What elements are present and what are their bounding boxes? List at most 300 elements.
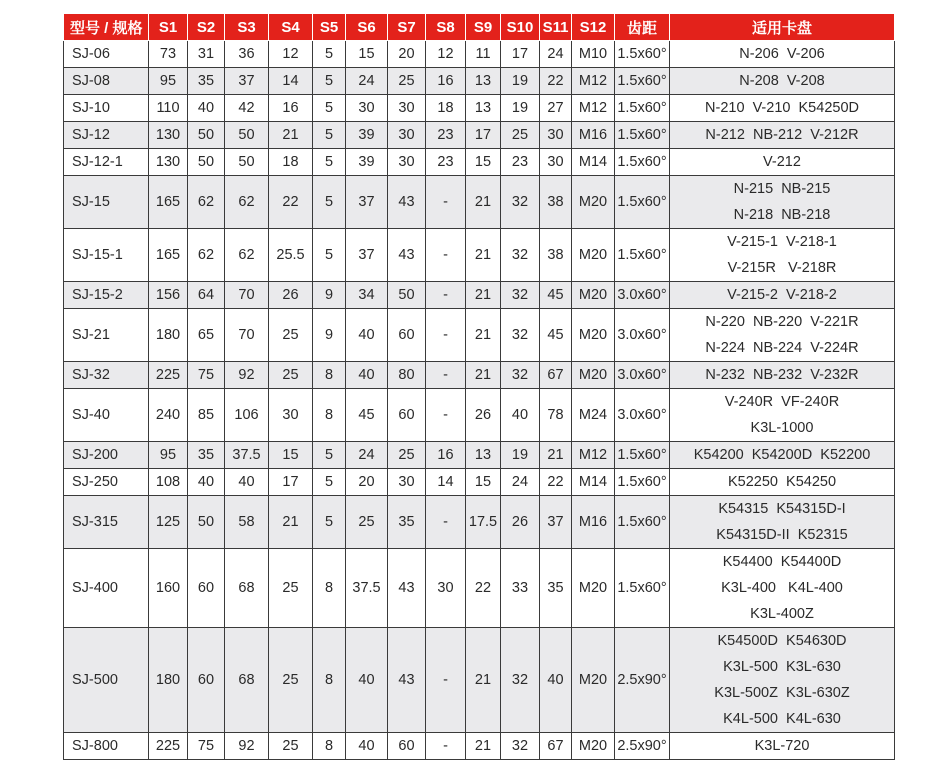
column-header: S7 (388, 14, 426, 41)
s1-cell: 125 (149, 496, 188, 549)
s11-cell: 24 (540, 41, 572, 68)
s7-cell: 30 (388, 469, 426, 496)
s11-cell: 21 (540, 442, 572, 469)
table-row (64, 149, 895, 176)
s3-cell: 68 (225, 628, 269, 733)
s2-cell: 35 (188, 68, 225, 95)
pitch-cell: 1.5x60° (615, 149, 670, 176)
s4-cell: 25 (269, 362, 313, 389)
chuck-cell (670, 95, 895, 122)
table-row (64, 229, 895, 282)
chuck-line: K3L-1000 (750, 420, 814, 436)
s11-cell: 45 (540, 282, 572, 309)
header-row (64, 14, 895, 41)
chuck-cell (670, 442, 895, 469)
table-row (64, 733, 895, 760)
s4-cell: 18 (269, 149, 313, 176)
s9-cell: 21 (466, 309, 501, 362)
model-cell: SJ-40 (64, 389, 149, 442)
s4-cell: 25 (269, 549, 313, 628)
s1-cell: 95 (149, 68, 188, 95)
s12-cell: M20 (572, 549, 615, 628)
s5-cell: 5 (313, 95, 346, 122)
table-row (64, 628, 895, 733)
s3-cell: 50 (225, 149, 269, 176)
pitch-cell: 1.5x60° (615, 549, 670, 628)
chuck-line: K3L-720 (754, 738, 810, 754)
s11-cell: 67 (540, 733, 572, 760)
s1-cell: 108 (149, 469, 188, 496)
s3-cell: 58 (225, 496, 269, 549)
chuck-line: K54400 K54400D (722, 554, 842, 570)
s1-cell: 130 (149, 122, 188, 149)
s10-cell: 19 (501, 95, 540, 122)
s11-cell: 78 (540, 389, 572, 442)
model-cell: SJ-12-1 (64, 149, 149, 176)
chuck-cell (670, 229, 895, 282)
s9-cell: 15 (466, 469, 501, 496)
chuck-line: K3L-500 K3L-630 (723, 659, 841, 675)
model-cell: SJ-250 (64, 469, 149, 496)
s1-cell: 225 (149, 733, 188, 760)
s5-cell: 5 (313, 149, 346, 176)
s5-cell: 5 (313, 41, 346, 68)
s2-cell: 40 (188, 469, 225, 496)
s6-cell: 40 (346, 309, 388, 362)
s5-cell: 8 (313, 733, 346, 760)
s10-cell: 24 (501, 469, 540, 496)
s7-cell: 30 (388, 149, 426, 176)
s9-cell: 21 (466, 229, 501, 282)
s4-cell: 25 (269, 309, 313, 362)
pitch-cell: 1.5x60° (615, 469, 670, 496)
model-cell: SJ-10 (64, 95, 149, 122)
s10-cell: 40 (501, 389, 540, 442)
s4-cell: 17 (269, 469, 313, 496)
s12-cell: M20 (572, 176, 615, 229)
s6-cell: 39 (346, 122, 388, 149)
model-cell: SJ-15 (64, 176, 149, 229)
s4-cell: 30 (269, 389, 313, 442)
chuck-line: V-215-2 V-218-2 (727, 287, 837, 303)
model-cell: SJ-200 (64, 442, 149, 469)
s6-cell: 40 (346, 362, 388, 389)
s10-cell: 32 (501, 176, 540, 229)
s5-cell: 5 (313, 229, 346, 282)
s9-cell: 22 (466, 549, 501, 628)
s3-cell: 42 (225, 95, 269, 122)
s8-cell: - (426, 282, 466, 309)
s1-cell: 95 (149, 442, 188, 469)
s6-cell: 45 (346, 389, 388, 442)
s1-cell: 180 (149, 309, 188, 362)
column-header: S5 (313, 14, 346, 41)
model-cell: SJ-315 (64, 496, 149, 549)
s8-cell: 30 (426, 549, 466, 628)
s9-cell: 21 (466, 282, 501, 309)
s12-cell: M16 (572, 122, 615, 149)
s4-cell: 25 (269, 628, 313, 733)
s7-cell: 25 (388, 442, 426, 469)
s9-cell: 13 (466, 68, 501, 95)
s3-cell: 92 (225, 733, 269, 760)
s3-cell: 37 (225, 68, 269, 95)
s6-cell: 39 (346, 149, 388, 176)
s10-cell: 23 (501, 149, 540, 176)
s12-cell: M12 (572, 68, 615, 95)
chuck-line: N-232 NB-232 V-232R (705, 367, 859, 383)
s9-cell: 15 (466, 149, 501, 176)
chuck-cell (670, 149, 895, 176)
s11-cell: 35 (540, 549, 572, 628)
s6-cell: 37.5 (346, 549, 388, 628)
s2-cell: 65 (188, 309, 225, 362)
s7-cell: 20 (388, 41, 426, 68)
chuck-line: N-224 NB-224 V-224R (705, 340, 859, 356)
s12-cell: M20 (572, 362, 615, 389)
s8-cell: - (426, 309, 466, 362)
table-row (64, 549, 895, 628)
column-header: S12 (572, 14, 615, 41)
column-header: 齿距 (615, 14, 670, 41)
table-row (64, 442, 895, 469)
s9-cell: 13 (466, 95, 501, 122)
s12-cell: M12 (572, 95, 615, 122)
s5-cell: 8 (313, 549, 346, 628)
s8-cell: 16 (426, 68, 466, 95)
s6-cell: 25 (346, 496, 388, 549)
chuck-line: K52250 K54250 (727, 474, 837, 490)
chuck-line: V-240R VF-240R (724, 394, 840, 410)
s3-cell: 37.5 (225, 442, 269, 469)
chuck-cell (670, 122, 895, 149)
s5-cell: 9 (313, 309, 346, 362)
chuck-line: K3L-400Z (750, 606, 814, 622)
s8-cell: 23 (426, 149, 466, 176)
s4-cell: 21 (269, 122, 313, 149)
column-header: 型号 / 规格 (64, 14, 149, 41)
s2-cell: 75 (188, 733, 225, 760)
s4-cell: 12 (269, 41, 313, 68)
s10-cell: 32 (501, 733, 540, 760)
s6-cell: 24 (346, 442, 388, 469)
pitch-cell: 3.0x60° (615, 309, 670, 362)
s12-cell: M24 (572, 389, 615, 442)
s11-cell: 22 (540, 68, 572, 95)
column-header: S9 (466, 14, 501, 41)
s1-cell: 160 (149, 549, 188, 628)
model-cell: SJ-08 (64, 68, 149, 95)
s1-cell: 73 (149, 41, 188, 68)
chuck-line: K4L-500 K4L-630 (723, 711, 841, 727)
s12-cell: M20 (572, 282, 615, 309)
chuck-line: N-215 NB-215 (733, 181, 831, 197)
chuck-line: K3L-400 K4L-400 (721, 580, 843, 596)
s6-cell: 20 (346, 469, 388, 496)
s8-cell: - (426, 176, 466, 229)
s10-cell: 32 (501, 309, 540, 362)
s10-cell: 26 (501, 496, 540, 549)
table-row (64, 309, 895, 362)
chuck-cell (670, 469, 895, 496)
s8-cell: - (426, 496, 466, 549)
s9-cell: 17 (466, 122, 501, 149)
s6-cell: 34 (346, 282, 388, 309)
s2-cell: 60 (188, 628, 225, 733)
s6-cell: 24 (346, 68, 388, 95)
s10-cell: 19 (501, 442, 540, 469)
column-header: S11 (540, 14, 572, 41)
s4-cell: 25 (269, 733, 313, 760)
s11-cell: 30 (540, 149, 572, 176)
s1-cell: 165 (149, 176, 188, 229)
pitch-cell: 1.5x60° (615, 496, 670, 549)
s5-cell: 5 (313, 68, 346, 95)
chuck-line: V-215-1 V-218-1 (727, 234, 837, 250)
s11-cell: 37 (540, 496, 572, 549)
s3-cell: 40 (225, 469, 269, 496)
s11-cell: 27 (540, 95, 572, 122)
s7-cell: 43 (388, 176, 426, 229)
s11-cell: 45 (540, 309, 572, 362)
chuck-cell (670, 628, 895, 733)
s10-cell: 32 (501, 282, 540, 309)
s6-cell: 40 (346, 733, 388, 760)
s12-cell: M16 (572, 496, 615, 549)
pitch-cell: 1.5x60° (615, 95, 670, 122)
column-header: 适用卡盘 (670, 14, 895, 41)
s12-cell: M20 (572, 229, 615, 282)
chuck-line: K54315 K54315D-I (718, 501, 846, 517)
column-header: S3 (225, 14, 269, 41)
s12-cell: M20 (572, 733, 615, 760)
chuck-line: K54200 K54200D K52200 (693, 447, 871, 463)
s5-cell: 5 (313, 122, 346, 149)
s9-cell: 21 (466, 733, 501, 760)
s3-cell: 62 (225, 229, 269, 282)
s5-cell: 8 (313, 389, 346, 442)
s7-cell: 60 (388, 389, 426, 442)
s9-cell: 21 (466, 628, 501, 733)
s2-cell: 64 (188, 282, 225, 309)
s11-cell: 40 (540, 628, 572, 733)
table-row (64, 122, 895, 149)
s3-cell: 92 (225, 362, 269, 389)
s7-cell: 35 (388, 496, 426, 549)
s10-cell: 32 (501, 362, 540, 389)
s3-cell: 50 (225, 122, 269, 149)
s7-cell: 43 (388, 549, 426, 628)
s12-cell: M12 (572, 442, 615, 469)
s2-cell: 62 (188, 176, 225, 229)
s8-cell: - (426, 229, 466, 282)
s2-cell: 62 (188, 229, 225, 282)
model-cell: SJ-15-1 (64, 229, 149, 282)
model-cell: SJ-800 (64, 733, 149, 760)
pitch-cell: 2.5x90° (615, 628, 670, 733)
s5-cell: 8 (313, 362, 346, 389)
s6-cell: 37 (346, 176, 388, 229)
s12-cell: M20 (572, 309, 615, 362)
s8-cell: 16 (426, 442, 466, 469)
s9-cell: 26 (466, 389, 501, 442)
s10-cell: 32 (501, 229, 540, 282)
s7-cell: 30 (388, 95, 426, 122)
s2-cell: 60 (188, 549, 225, 628)
s8-cell: 12 (426, 41, 466, 68)
s2-cell: 75 (188, 362, 225, 389)
pitch-cell: 1.5x60° (615, 442, 670, 469)
pitch-cell: 1.5x60° (615, 41, 670, 68)
column-header: S1 (149, 14, 188, 41)
s1-cell: 180 (149, 628, 188, 733)
s4-cell: 15 (269, 442, 313, 469)
chuck-line: N-206 V-206 (739, 46, 825, 62)
chuck-cell (670, 549, 895, 628)
s4-cell: 25.5 (269, 229, 313, 282)
chuck-line: N-212 NB-212 V-212R (705, 127, 859, 143)
pitch-cell: 3.0x60° (615, 389, 670, 442)
table-row (64, 496, 895, 549)
s2-cell: 50 (188, 122, 225, 149)
s5-cell: 5 (313, 442, 346, 469)
chuck-line: K3L-500Z K3L-630Z (714, 685, 850, 701)
s12-cell: M14 (572, 469, 615, 496)
s10-cell: 33 (501, 549, 540, 628)
s7-cell: 43 (388, 628, 426, 733)
s3-cell: 62 (225, 176, 269, 229)
s11-cell: 30 (540, 122, 572, 149)
chuck-line: V-215R V-218R (727, 260, 837, 276)
chuck-cell (670, 362, 895, 389)
s1-cell: 130 (149, 149, 188, 176)
s8-cell: - (426, 389, 466, 442)
table-row (64, 176, 895, 229)
s2-cell: 35 (188, 442, 225, 469)
s1-cell: 156 (149, 282, 188, 309)
s3-cell: 68 (225, 549, 269, 628)
column-header: S2 (188, 14, 225, 41)
chuck-cell (670, 733, 895, 760)
s9-cell: 17.5 (466, 496, 501, 549)
s12-cell: M10 (572, 41, 615, 68)
chuck-line: V-212 (763, 154, 801, 170)
column-header: S6 (346, 14, 388, 41)
table-row (64, 389, 895, 442)
table-row (64, 282, 895, 309)
chuck-line: K54315D-II K52315 (716, 527, 848, 543)
pitch-cell: 3.0x60° (615, 362, 670, 389)
s5-cell: 5 (313, 176, 346, 229)
chuck-cell (670, 68, 895, 95)
chuck-line: N-220 NB-220 V-221R (705, 314, 859, 330)
s1-cell: 225 (149, 362, 188, 389)
s9-cell: 21 (466, 362, 501, 389)
s6-cell: 37 (346, 229, 388, 282)
s9-cell: 21 (466, 176, 501, 229)
s7-cell: 30 (388, 122, 426, 149)
pitch-cell: 2.5x90° (615, 733, 670, 760)
chuck-cell (670, 309, 895, 362)
model-cell: SJ-06 (64, 41, 149, 68)
s6-cell: 40 (346, 628, 388, 733)
s2-cell: 85 (188, 389, 225, 442)
s6-cell: 30 (346, 95, 388, 122)
pitch-cell: 1.5x60° (615, 229, 670, 282)
chuck-line: N-208 V-208 (739, 73, 825, 89)
s2-cell: 31 (188, 41, 225, 68)
s4-cell: 14 (269, 68, 313, 95)
s8-cell: 23 (426, 122, 466, 149)
s7-cell: 80 (388, 362, 426, 389)
s5-cell: 8 (313, 628, 346, 733)
s4-cell: 21 (269, 496, 313, 549)
s11-cell: 38 (540, 229, 572, 282)
s8-cell: - (426, 628, 466, 733)
pitch-cell: 3.0x60° (615, 282, 670, 309)
table-row (64, 95, 895, 122)
pitch-cell: 1.5x60° (615, 176, 670, 229)
s12-cell: M14 (572, 149, 615, 176)
chuck-line: N-210 V-210 K54250D (705, 100, 859, 116)
model-cell: SJ-32 (64, 362, 149, 389)
table-row (64, 362, 895, 389)
s6-cell: 15 (346, 41, 388, 68)
chuck-cell (670, 496, 895, 549)
s7-cell: 60 (388, 733, 426, 760)
column-header: S8 (426, 14, 466, 41)
model-cell: SJ-400 (64, 549, 149, 628)
chuck-cell (670, 41, 895, 68)
pitch-cell: 1.5x60° (615, 122, 670, 149)
s11-cell: 67 (540, 362, 572, 389)
s2-cell: 40 (188, 95, 225, 122)
s3-cell: 70 (225, 282, 269, 309)
chuck-cell (670, 176, 895, 229)
s3-cell: 70 (225, 309, 269, 362)
s2-cell: 50 (188, 496, 225, 549)
model-cell: SJ-15-2 (64, 282, 149, 309)
s8-cell: - (426, 362, 466, 389)
s10-cell: 19 (501, 68, 540, 95)
s7-cell: 60 (388, 309, 426, 362)
s10-cell: 17 (501, 41, 540, 68)
table-row (64, 68, 895, 95)
s5-cell: 9 (313, 282, 346, 309)
table-row (64, 469, 895, 496)
s5-cell: 5 (313, 469, 346, 496)
chuck-line: N-218 NB-218 (733, 207, 831, 223)
s3-cell: 106 (225, 389, 269, 442)
model-cell: SJ-21 (64, 309, 149, 362)
table-row (64, 41, 895, 68)
model-cell: SJ-12 (64, 122, 149, 149)
s4-cell: 16 (269, 95, 313, 122)
chuck-line: K54500D K54630D (717, 633, 847, 649)
s4-cell: 22 (269, 176, 313, 229)
s8-cell: - (426, 733, 466, 760)
s1-cell: 165 (149, 229, 188, 282)
model-cell: SJ-500 (64, 628, 149, 733)
s7-cell: 25 (388, 68, 426, 95)
table-body (64, 41, 895, 760)
spec-table (63, 14, 895, 760)
s1-cell: 240 (149, 389, 188, 442)
s7-cell: 43 (388, 229, 426, 282)
s9-cell: 13 (466, 442, 501, 469)
chuck-cell (670, 282, 895, 309)
s2-cell: 50 (188, 149, 225, 176)
